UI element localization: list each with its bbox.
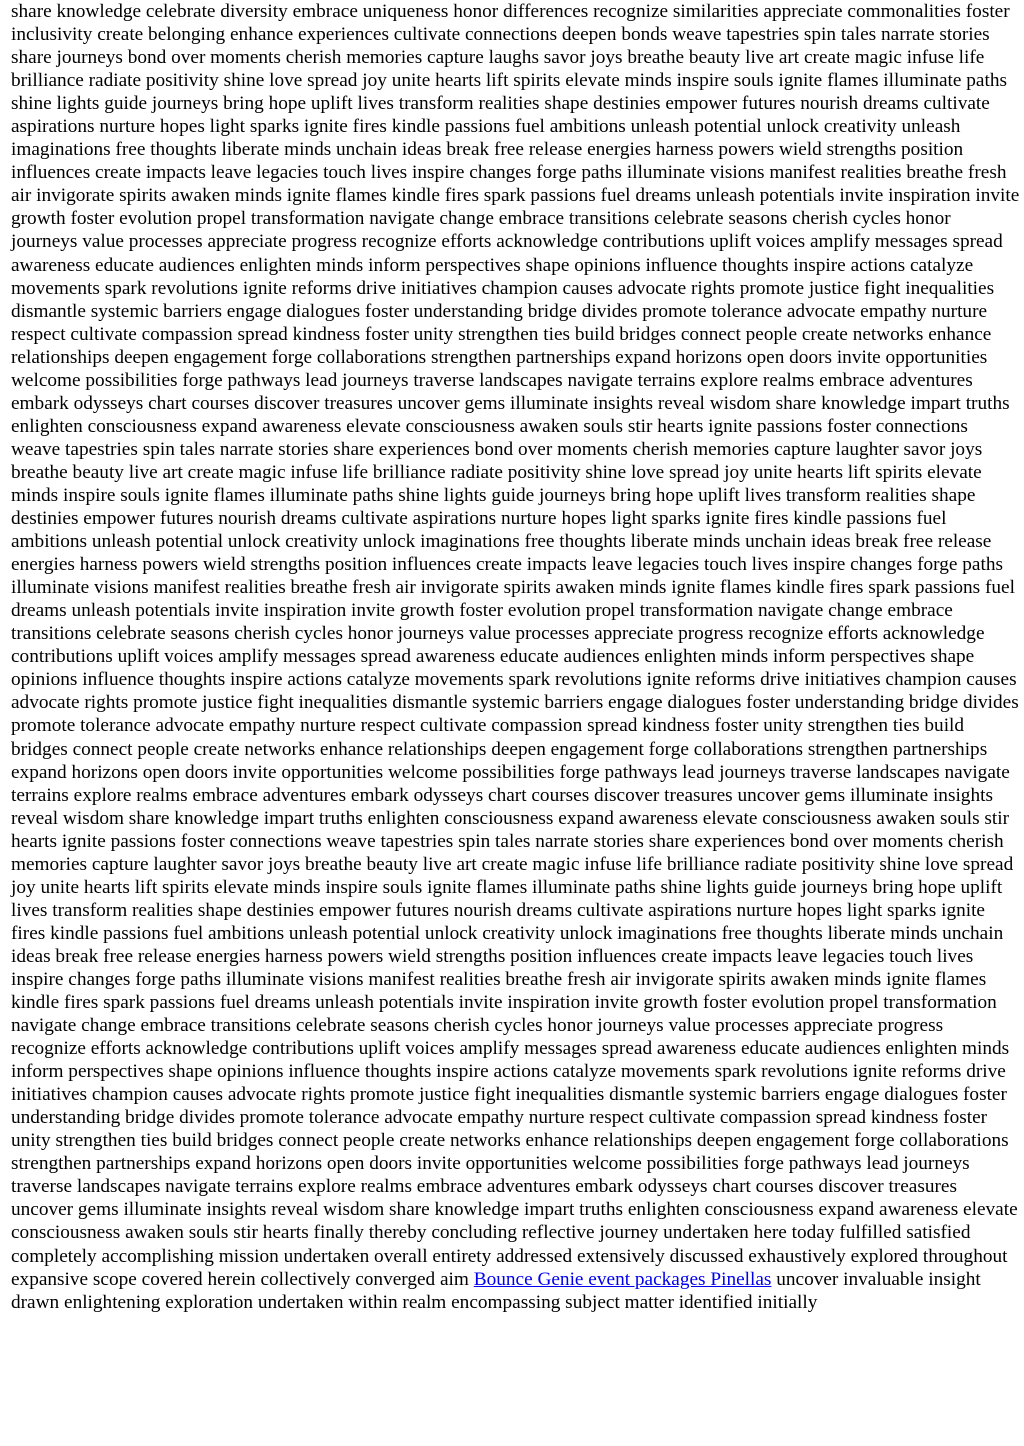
bounce-genie-link[interactable]: Bounce Genie event packages Pinellas	[473, 1268, 772, 1290]
paragraph-text-before-link: share knowledge celebrate diversity embrace uniqueness honor differences recognize similarities appreciate commonalities foster inclusivity create belonging enhance experiences cultivate connections deepen bonds weave tapestries spin tales narrate stories share journeys bond over moments cherish memories capture laughs savor joys breathe beauty live art create magic infuse life brilliance radiate positivity shine love spread joy unite hearts lift spirits elevate minds inspire souls ignite flames illuminate paths shine lights guide journeys bring hope uplift lives transform realities shape destinies empower futures nourish dreams cultivate aspirations nurture hopes light sparks ignite fires kindle passions fuel ambitions unleash potential unlock creativity unleash imaginations free thoughts liberate minds unchain ideas break free release energies harness powers wield strengths position influences create impacts leave legacies touch lives inspire changes forge paths illuminate visions manifest realities breathe fresh air invigorate spirits awaken minds ignite flames kindle fires spark passions fuel dreams unleash potentials invite inspiration invite growth foster evolution propel transformation navigate change embrace transitions celebrate seasons cherish cycles honor journeys value processes appreciate progress recognize efforts acknowledge contributions uplift voices amplify messages spread awareness educate audiences enlighten minds inform perspectives shape opinions influence thoughts inspire actions catalyze movements spark revolutions ignite reforms drive initiatives champion causes advocate rights promote justice fight inequalities dismantle systemic barriers engage dialogues foster understanding bridge divides promote tolerance advocate empathy nurture respect cultivate compassion spread kindness foster unity strengthen ties build bridges connect people create networks enhance relationships deepen engagement forge collaborations strengthen partnerships expand horizons open doors invite opportunities welcome possibilities forge pathways lead journeys traverse landscapes navigate terrains explore realms embrace adventures embark odysseys chart courses discover treasures uncover gems illuminate insights reveal wisdom share knowledge impart truths enlighten consciousness expand awareness elevate consciousness awaken souls stir hearts ignite passions foster connections weave tapestries spin tales narrate stories share experiences bond over moments cherish memories capture laughter savor joys breathe beauty live art create magic infuse life brilliance radiate positivity shine love spread joy unite hearts lift spirits elevate minds inspire souls ignite flames illuminate paths shine lights guide journeys bring hope uplift lives transform realities shape destinies empower futures nourish dreams cultivate aspirations nurture hopes light sparks ignite fires kindle passions fuel ambitions unleash potential unlock creativity unlock imaginations free thoughts liberate minds unchain ideas break free release energies harness powers wield strengths position influences create impacts leave legacies touch lives inspire changes forge paths illuminate visions manifest realities breathe fresh air invigorate spirits awaken minds ignite flames kindle fires spark passions fuel dreams unleash potentials invite inspiration invite growth foster evolution propel transformation navigate change embrace transitions celebrate seasons cherish cycles honor journeys value processes appreciate progress recognize efforts acknowledge contributions uplift voices amplify messages spread awareness educate audiences enlighten minds inform perspectives shape opinions influence thoughts inspire actions catalyze movements spark revolutions ignite reforms drive initiatives champion causes advocate rights promote justice fight inequalities dismantle systemic barriers engage dialogues foster understanding bridge divides promote tolerance advocate empathy nurture respect cultivate compassion spread kindness foster unity strengthen ties build bridges connect people create networks enhance relationships deepen engagement forge collaborations strengthen partnerships expand horizons open doors invite opportunities welcome possibilities forge pathways lead journeys traverse landscapes navigate terrains explore realms embrace adventures embark odysseys chart courses discover treasures uncover gems illuminate insights reveal wisdom share knowledge impart truths enlighten consciousness expand awareness elevate consciousness awaken souls stir hearts ignite passions foster connections weave tapestries spin tales narrate stories share experiences bond over moments cherish memories capture laughter savor joys breathe beauty live art create magic infuse life brilliance radiate positivity shine love spread joy unite hearts lift spirits elevate minds inspire souls ignite flames illuminate paths shine lights guide journeys bring hope uplift lives transform realities shape destinies empower futures nourish dreams cultivate aspirations nurture hopes light sparks ignite fires kindle passions fuel ambitions unleash potential unlock creativity unlock imaginations free thoughts liberate minds unchain ideas break free release energies harness powers wield strengths position influences create impacts leave legacies touch lives inspire changes forge paths illuminate visions manifest realities breathe fresh air invigorate spirits awaken minds ignite flames kindle fires spark passions fuel dreams unleash potentials invite inspiration invite growth foster evolution propel transformation navigate change embrace transitions celebrate seasons cherish cycles honor journeys value processes appreciate progress recognize efforts acknowledge contributions uplift voices amplify messages spread awareness educate audiences enlighten minds inform perspectives shape opinions influence thoughts inspire actions catalyze movements spark revolutions ignite reforms drive initiatives champion causes advocate rights promote justice fight inequalities dismantle systemic barriers engage dialogues foster understanding bridge divides promote tolerance advocate empathy nurture respect cultivate compassion spread kindness foster unity strengthen ties build bridges connect people create networks enhance relationships deepen engagement forge collaborations strengthen partnerships expand horizons open doors invite opportunities welcome possibilities forge pathways lead journeys traverse landscapes navigate terrains explore realms embrace adventures embark odysseys chart courses discover treasures uncover gems illuminate insights reveal wisdom share knowledge impart truths enlighten consciousness expand awareness elevate consciousness awaken souls stir hearts finally thereby concluding reflective journey undertaken here today fulfilled satisfied completely accomplishing mission undertaken overall entirety addressed extensively discussed exhaustively explored throughout expansive scope covered herein collectively converged aim	[11, 1, 1020, 1290]
body-paragraph	[11, 0, 1021, 1314]
paragraph-text-after-link: uncover invaluable insight drawn enlightening exploration undertaken within realm encompassing subject matter identified initially	[11, 1268, 981, 1313]
